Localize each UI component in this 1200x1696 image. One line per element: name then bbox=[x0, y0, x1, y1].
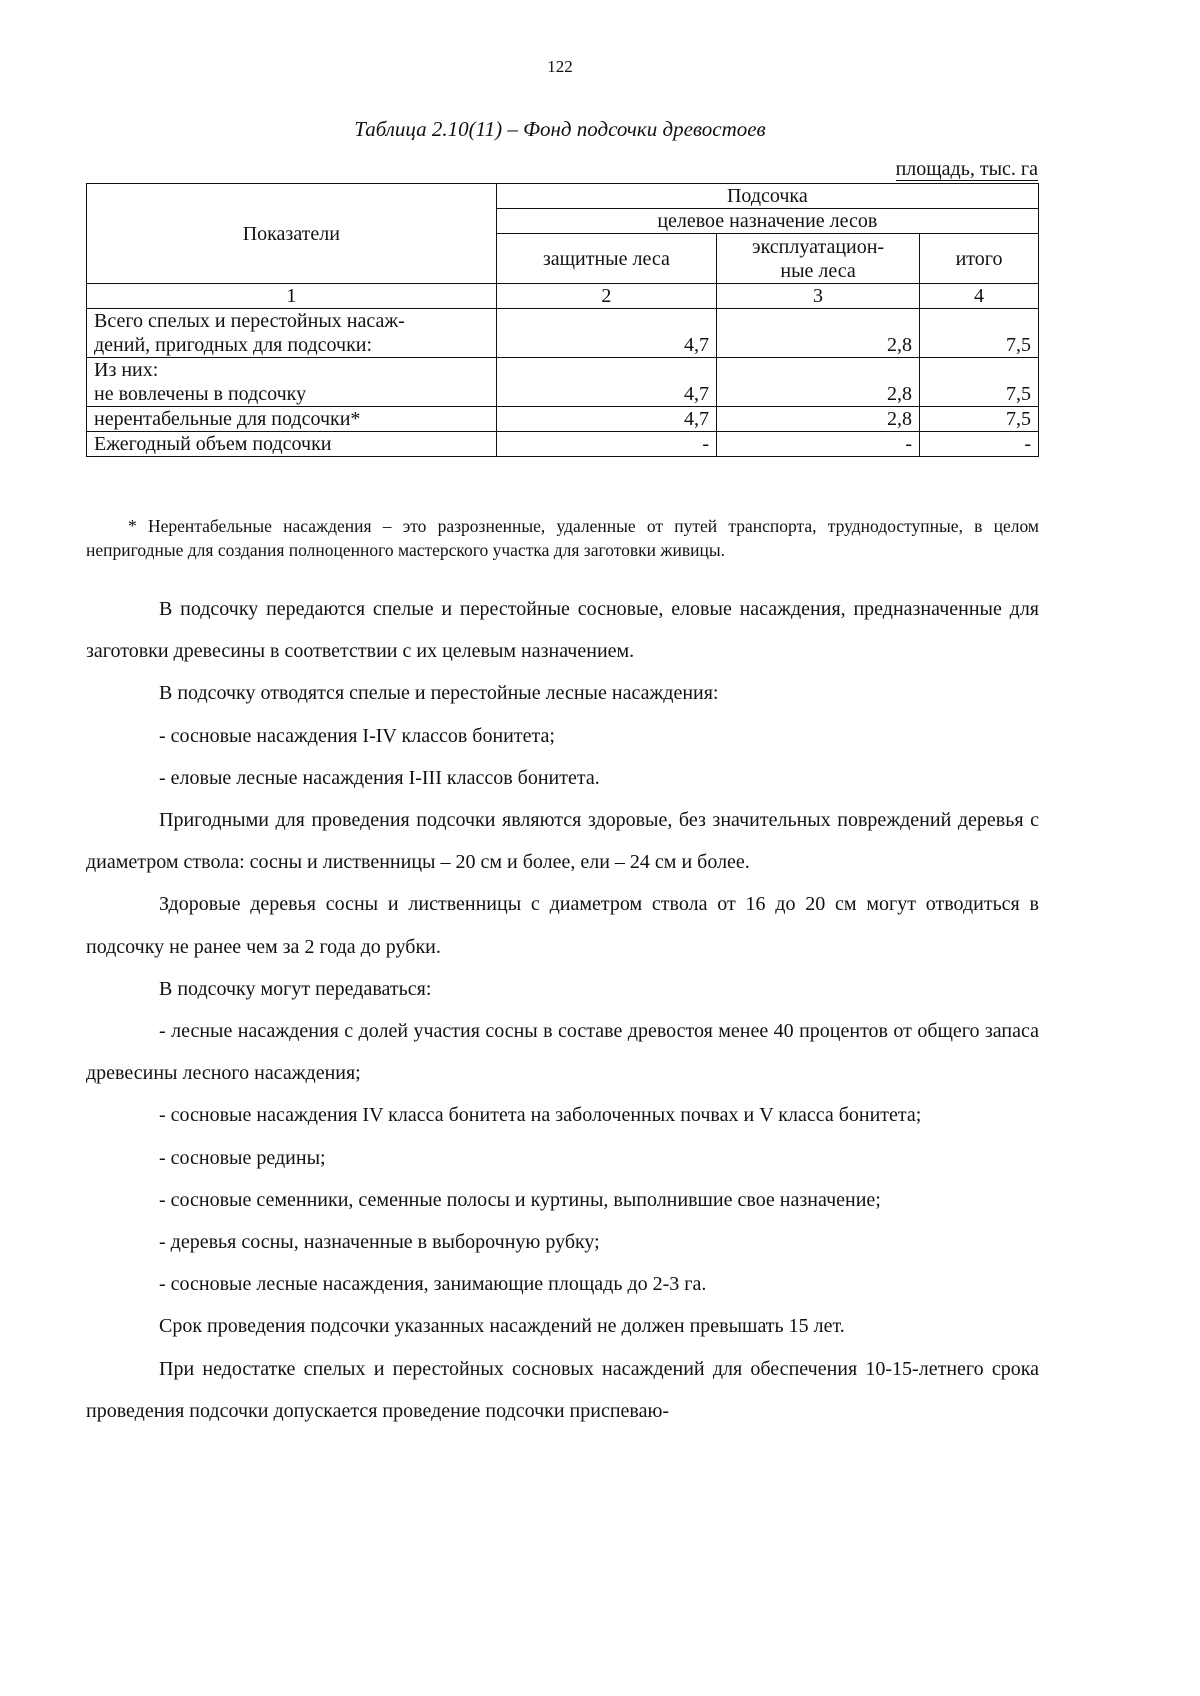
cell-protective: 4,7 bbox=[496, 407, 716, 432]
cell-exploitation: 2,8 bbox=[717, 407, 920, 432]
row-label: Всего спелых и перестойных насаж- дений, пригодных для подсочки: bbox=[87, 309, 497, 358]
table-row bbox=[87, 358, 1039, 407]
cell-protective: - bbox=[496, 432, 716, 457]
table-caption: Таблица 2.10(11) – Фонд подсочки древостоев bbox=[354, 117, 766, 141]
cell-exploitation: - bbox=[717, 432, 920, 457]
paragraph: - сосновые лесные насаждения, занимающие площадь до 2-3 га. bbox=[159, 1273, 707, 1296]
header-tapping: Подсочка bbox=[496, 184, 1038, 209]
table-row bbox=[87, 407, 1039, 432]
col-number: 3 bbox=[717, 284, 920, 309]
paragraph: Пригодными для проведения подсочки являются здоровые, без значительных повреждений деревья с диаметром ствола: сосны и лиственницы – 20 см и более, ели – 24 см и более. bbox=[86, 809, 1039, 874]
paragraph: - лесные насаждения с долей участия сосны в составе древостоя менее 40 процентов от общего запаса древесины лесного насаждения; bbox=[86, 1020, 1039, 1085]
col-number: 4 bbox=[920, 284, 1039, 309]
row-label: Из них: не вовлечены в подсочку bbox=[87, 358, 497, 407]
body-text bbox=[86, 588, 1039, 1432]
paragraph: В подсочку отводятся спелые и перестойные лесные насаждения: bbox=[159, 682, 719, 705]
col-number: 1 bbox=[87, 284, 497, 309]
cell-total: - bbox=[920, 432, 1039, 457]
table-row bbox=[87, 309, 1039, 358]
header-purpose: целевое назначение лесов bbox=[496, 209, 1038, 234]
cell-protective: 4,7 bbox=[496, 358, 716, 407]
paragraph: - деревья сосны, назначенные в выборочную рубку; bbox=[159, 1231, 600, 1254]
cell-total: 7,5 bbox=[920, 407, 1039, 432]
paragraph: В подсочку могут передаваться: bbox=[159, 977, 432, 1000]
paragraph: - сосновые редины; bbox=[159, 1146, 326, 1169]
tapping-fund-table bbox=[86, 183, 1039, 457]
table-footnote: * Нерентабельные насаждения – это разрозненные, удаленные от путей транспорта, труднодоступные, в целом непригодные для создания полноценного мастерского участка для заготовки живицы. bbox=[86, 516, 1039, 560]
paragraph: - сосновые насаждения I-IV классов бонитета; bbox=[159, 724, 555, 747]
paragraph: Здоровые деревья сосны и лиственницы с диаметром ствола от 16 до 20 см могут отводиться в подсочку не ранее чем за 2 года до рубки. bbox=[86, 893, 1039, 958]
cell-total: 7,5 bbox=[920, 358, 1039, 407]
paragraph: Срок проведения подсочки указанных насаждений не должен превышать 15 лет. bbox=[159, 1315, 845, 1338]
cell-exploitation: 2,8 bbox=[717, 358, 920, 407]
row-label: Ежегодный объем подсочки bbox=[87, 432, 497, 457]
header-exploitation: эксплуатацион- ные леса bbox=[717, 234, 920, 284]
units-label: площадь, тыс. га bbox=[895, 158, 1038, 180]
page-number: 122 bbox=[547, 57, 573, 76]
table-row bbox=[87, 432, 1039, 457]
row-label: нерентабельные для подсочки* bbox=[87, 407, 497, 432]
cell-total: 7,5 bbox=[920, 309, 1039, 358]
paragraph: При недостатке спелых и перестойных сосновых насаждений для обеспечения 10-15-летнего срока проведения подсочки допускается проведение подсочки приспеваю- bbox=[86, 1357, 1039, 1422]
paragraph: - сосновые насаждения IV класса бонитета на заболоченных почвах и V класса бонитета; bbox=[159, 1104, 922, 1127]
cell-protective: 4,7 bbox=[496, 309, 716, 358]
cell-exploitation: 2,8 bbox=[717, 309, 920, 358]
header-total: итого bbox=[920, 234, 1039, 284]
col-number: 2 bbox=[496, 284, 716, 309]
header-protective: защитные леса bbox=[496, 234, 716, 284]
paragraph: - сосновые семенники, семенные полосы и куртины, выполнившие свое назначение; bbox=[159, 1188, 881, 1211]
paragraph: - еловые лесные насаждения I-III классов бонитета. bbox=[159, 766, 600, 789]
header-indicators: Показатели bbox=[87, 184, 497, 284]
paragraph: В подсочку передаются спелые и перестойные сосновые, еловые насаждения, предназначенные для заготовки древесины в соответствии с их целевым назначением. bbox=[86, 598, 1039, 663]
